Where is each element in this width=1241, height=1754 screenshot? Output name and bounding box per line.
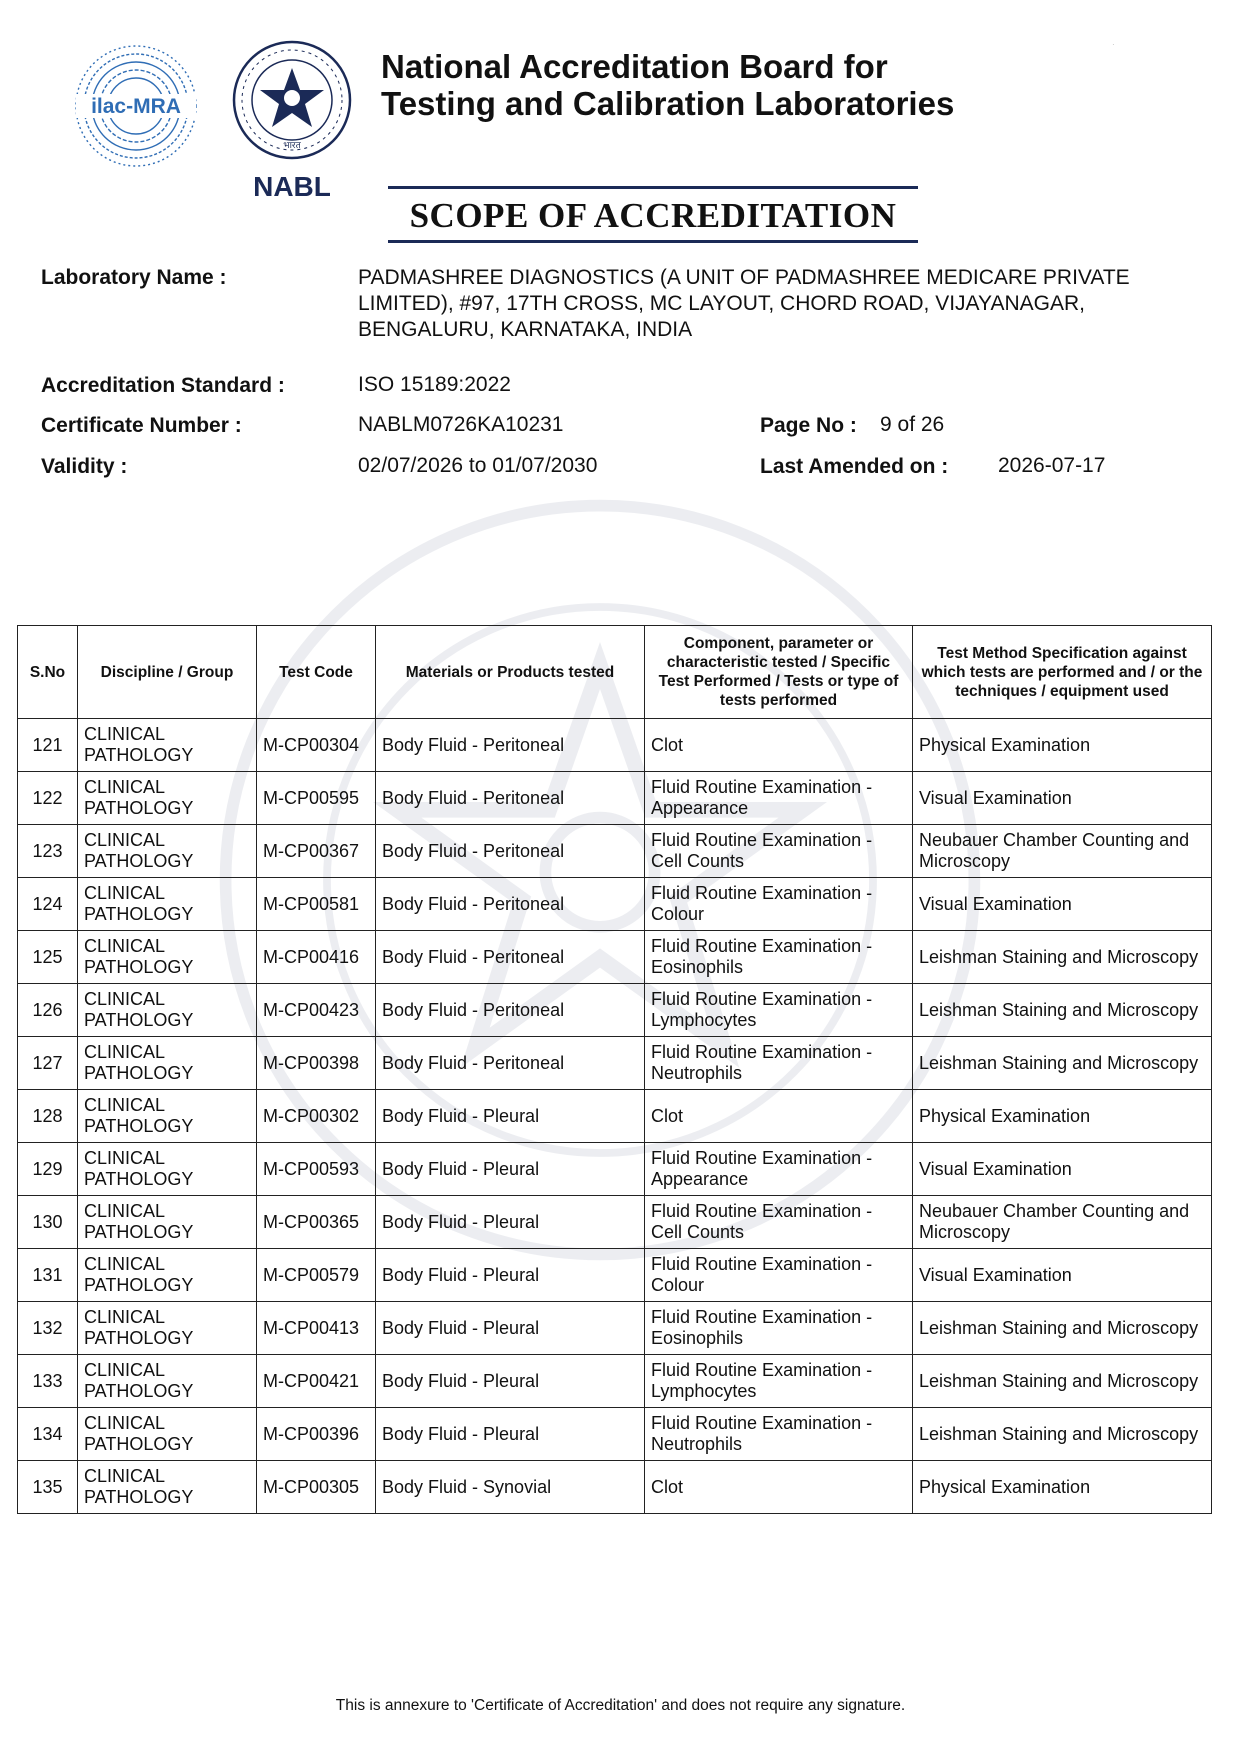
- table-row: [18, 1302, 1212, 1355]
- cell-discipline: CLINICAL PATHOLOGY: [78, 1249, 257, 1302]
- ilac-logo-text: ilac-MRA: [91, 95, 181, 118]
- table-row: [18, 1461, 1212, 1514]
- cell-method: Leishman Staining and Microscopy: [913, 1302, 1212, 1355]
- cell-method: Neubauer Chamber Counting and Microscopy: [913, 1196, 1212, 1249]
- cell-materials: Body Fluid - Peritoneal: [376, 772, 645, 825]
- cell-discipline: CLINICAL PATHOLOGY: [78, 1143, 257, 1196]
- cell-method: Leishman Staining and Microscopy: [913, 1355, 1212, 1408]
- cell-method: Leishman Staining and Microscopy: [913, 1037, 1212, 1090]
- cell-discipline: CLINICAL PATHOLOGY: [78, 1196, 257, 1249]
- cell-discipline: CLINICAL PATHOLOGY: [78, 1037, 257, 1090]
- cell-component: Fluid Routine Examination - Neutrophils: [645, 1408, 913, 1461]
- cell-component: Fluid Routine Examination - Appearance: [645, 1143, 913, 1196]
- cell-test-code: M-CP00595: [257, 772, 376, 825]
- cell-discipline: CLINICAL PATHOLOGY: [78, 719, 257, 772]
- cell-component: Fluid Routine Examination - Cell Counts: [645, 825, 913, 878]
- standard-label: Accreditation Standard :: [41, 374, 285, 397]
- table-row: [18, 772, 1212, 825]
- cell-sno: 135: [18, 1461, 78, 1514]
- header-materials: Materials or Products tested: [376, 626, 645, 719]
- cell-discipline: CLINICAL PATHOLOGY: [78, 984, 257, 1037]
- cell-sno: 127: [18, 1037, 78, 1090]
- org-title-line1: National Accreditation Board for: [381, 48, 888, 85]
- cell-test-code: M-CP00593: [257, 1143, 376, 1196]
- scope-bottom-rule: [388, 240, 918, 243]
- table-row: [18, 1408, 1212, 1461]
- page-no-label: Page No :: [760, 414, 857, 437]
- cell-method: Visual Examination: [913, 878, 1212, 931]
- cell-method: Leishman Staining and Microscopy: [913, 931, 1212, 984]
- cell-materials: Body Fluid - Pleural: [376, 1355, 645, 1408]
- cell-method: Physical Examination: [913, 1090, 1212, 1143]
- table-row: [18, 878, 1212, 931]
- cell-discipline: CLINICAL PATHOLOGY: [78, 1408, 257, 1461]
- cell-component: Fluid Routine Examination - Colour: [645, 1249, 913, 1302]
- cell-sno: 130: [18, 1196, 78, 1249]
- cell-sno: 126: [18, 984, 78, 1037]
- cell-component: Fluid Routine Examination - Lymphocytes: [645, 984, 913, 1037]
- cell-test-code: M-CP00396: [257, 1408, 376, 1461]
- cell-test-code: M-CP00581: [257, 878, 376, 931]
- table-row: [18, 825, 1212, 878]
- nabl-seal-text: भारत: [283, 141, 301, 151]
- cell-sno: 123: [18, 825, 78, 878]
- cell-discipline: CLINICAL PATHOLOGY: [78, 772, 257, 825]
- header-discipline: Discipline / Group: [78, 626, 257, 719]
- cell-sno: 131: [18, 1249, 78, 1302]
- cell-sno: 122: [18, 772, 78, 825]
- cell-materials: Body Fluid - Peritoneal: [376, 984, 645, 1037]
- validity-label: Validity :: [41, 455, 128, 478]
- cell-test-code: M-CP00416: [257, 931, 376, 984]
- standard-value: ISO 15189:2022: [358, 373, 511, 396]
- cell-sno: 133: [18, 1355, 78, 1408]
- table-row: [18, 1090, 1212, 1143]
- cell-method: Leishman Staining and Microscopy: [913, 1408, 1212, 1461]
- cell-discipline: CLINICAL PATHOLOGY: [78, 1461, 257, 1514]
- cell-component: Fluid Routine Examination - Appearance: [645, 772, 913, 825]
- cell-test-code: M-CP00398: [257, 1037, 376, 1090]
- header-sno: S.No: [18, 626, 78, 719]
- cell-sno: 132: [18, 1302, 78, 1355]
- cell-discipline: CLINICAL PATHOLOGY: [78, 825, 257, 878]
- cell-sno: 125: [18, 931, 78, 984]
- certificate-label: Certificate Number :: [41, 414, 242, 437]
- cell-component: Fluid Routine Examination - Cell Counts: [645, 1196, 913, 1249]
- cell-test-code: M-CP00423: [257, 984, 376, 1037]
- table-row: [18, 1037, 1212, 1090]
- scope-title: SCOPE OF ACCREDITATION: [409, 196, 897, 235]
- header-method: Test Method Specification against which tests are performed and / or the techniques / equipment used: [913, 626, 1212, 719]
- nabl-logo-text: NABL: [253, 171, 331, 202]
- cell-materials: Body Fluid - Pleural: [376, 1408, 645, 1461]
- cell-method: Physical Examination: [913, 719, 1212, 772]
- cell-materials: Body Fluid - Pleural: [376, 1249, 645, 1302]
- last-amended-label: Last Amended on :: [760, 455, 949, 478]
- validity-value: 02/07/2026 to 01/07/2030: [358, 454, 598, 477]
- lab-name-value: PADMASHREE DIAGNOSTICS (A UNIT OF PADMASHREE MEDICARE PRIVATE LIMITED), #97, 17TH CROSS, MC LAYOUT, CHORD ROAD, VIJAYANAGAR, BENGALURU, KARNATAKA, INDIA: [358, 266, 1130, 341]
- cell-method: Visual Examination: [913, 1143, 1212, 1196]
- cell-component: Fluid Routine Examination - Lymphocytes: [645, 1355, 913, 1408]
- cell-component: Fluid Routine Examination - Eosinophils: [645, 1302, 913, 1355]
- cell-materials: Body Fluid - Peritoneal: [376, 931, 645, 984]
- footer-note: This is annexure to 'Certificate of Accreditation' and does not require any signature.: [335, 1697, 906, 1714]
- cell-discipline: CLINICAL PATHOLOGY: [78, 931, 257, 984]
- cell-method: Visual Examination: [913, 1249, 1212, 1302]
- cell-discipline: CLINICAL PATHOLOGY: [78, 1090, 257, 1143]
- cell-materials: Body Fluid - Peritoneal: [376, 719, 645, 772]
- cell-test-code: M-CP00304: [257, 719, 376, 772]
- cell-discipline: CLINICAL PATHOLOGY: [78, 1355, 257, 1408]
- cell-component: Clot: [645, 1461, 913, 1514]
- cell-materials: Body Fluid - Pleural: [376, 1196, 645, 1249]
- page-no-value: 9 of 26: [880, 413, 945, 436]
- cell-discipline: CLINICAL PATHOLOGY: [78, 878, 257, 931]
- cell-test-code: M-CP00305: [257, 1461, 376, 1514]
- cell-component: Fluid Routine Examination - Eosinophils: [645, 931, 913, 984]
- cell-component: Fluid Routine Examination - Colour: [645, 878, 913, 931]
- cell-sno: 129: [18, 1143, 78, 1196]
- nabl-logo: [228, 38, 356, 204]
- cell-test-code: M-CP00365: [257, 1196, 376, 1249]
- cell-method: Leishman Staining and Microscopy: [913, 984, 1212, 1037]
- scope-table-body: [18, 719, 1212, 1514]
- table-header-row: [18, 626, 1212, 719]
- cell-materials: Body Fluid - Peritoneal: [376, 825, 645, 878]
- cell-sno: 124: [18, 878, 78, 931]
- cell-materials: Body Fluid - Peritoneal: [376, 1037, 645, 1090]
- cell-test-code: M-CP00302: [257, 1090, 376, 1143]
- table-row: [18, 1196, 1212, 1249]
- ilac-mra-logo: [72, 42, 200, 170]
- organization-title: [381, 48, 954, 122]
- table-row: [18, 931, 1212, 984]
- cell-materials: Body Fluid - Pleural: [376, 1090, 645, 1143]
- cell-component: Fluid Routine Examination - Neutrophils: [645, 1037, 913, 1090]
- cell-materials: Body Fluid - Pleural: [376, 1302, 645, 1355]
- header-test-code: Test Code: [257, 626, 376, 719]
- cell-test-code: M-CP00579: [257, 1249, 376, 1302]
- cell-discipline: CLINICAL PATHOLOGY: [78, 1302, 257, 1355]
- scope-table: [17, 625, 1212, 1514]
- last-amended-value: 2026-07-17: [998, 454, 1106, 477]
- cell-method: Visual Examination: [913, 772, 1212, 825]
- cell-materials: Body Fluid - Pleural: [376, 1143, 645, 1196]
- cell-test-code: M-CP00421: [257, 1355, 376, 1408]
- cell-sno: 134: [18, 1408, 78, 1461]
- table-row: [18, 719, 1212, 772]
- cell-component: Clot: [645, 1090, 913, 1143]
- cell-sno: 121: [18, 719, 78, 772]
- scope-heading: [388, 186, 918, 243]
- org-title-line2: Testing and Calibration Laboratories: [381, 85, 955, 122]
- cell-component: Clot: [645, 719, 913, 772]
- cell-sno: 128: [18, 1090, 78, 1143]
- cell-method: Neubauer Chamber Counting and Microscopy: [913, 825, 1212, 878]
- cell-test-code: M-CP00367: [257, 825, 376, 878]
- table-row: [18, 984, 1212, 1037]
- lab-name-label: Laboratory Name :: [41, 266, 227, 289]
- header-component: Component, parameter or characteristic tested / Specific Test Performed / Tests or type of tests performed: [645, 626, 913, 719]
- table-row: [18, 1143, 1212, 1196]
- table-row: [18, 1355, 1212, 1408]
- certificate-value: NABLM0726KA10231: [358, 413, 564, 436]
- cell-method: Physical Examination: [913, 1461, 1212, 1514]
- cell-materials: Body Fluid - Synovial: [376, 1461, 645, 1514]
- corner-mark: ·: [1112, 40, 1115, 49]
- cell-test-code: M-CP00413: [257, 1302, 376, 1355]
- table-row: [18, 1249, 1212, 1302]
- cell-materials: Body Fluid - Peritoneal: [376, 878, 645, 931]
